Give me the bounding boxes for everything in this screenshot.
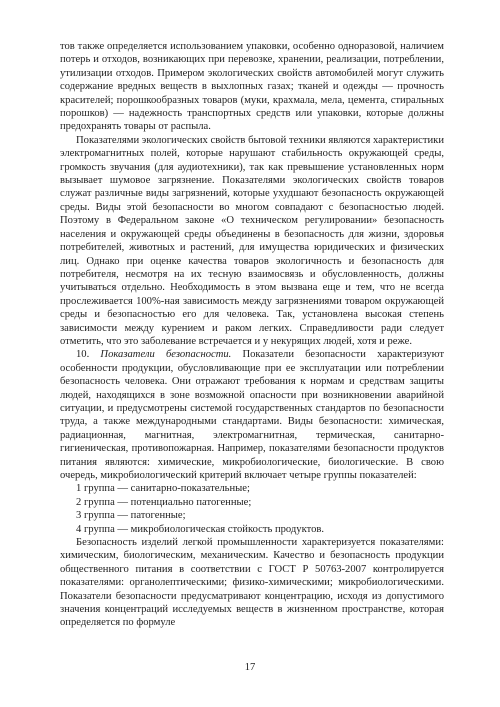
section-number: 10. <box>76 349 90 361</box>
paragraph-ecological-properties: Показателями экологических свойств бытовой техники являются характеристики электромагнитных полей, которые нарушают стабильность окружающей среды, громкость звучания (для аудиотехники), так как превышение установленных норм вызывает шумовое загрязнение. Показателями экологических свойств товаров служат различные виды загрязнений, которые ухудшают безопасность окружающей среды. Виды этой безопасности во многом совпадают с безопасностью людей. Поэтому в Федеральном законе «О техническом регулировании» безопасность населения и окружающей среды объединены в безопасность для жизни, здоровья потребителей, животных и растений, для имущества юридических и физических лиц. Однако при оценке качества товаров экологичность и безопасность для потребителя, несмотря на их тесную взаимосвязь и обусловленность, должны учитываться отдельно. Необходимость в этом вызвана еще и тем, что не всегда прослеживается 100%-ная зависимость между загрязнениями товаром окружающей среды и безопасностью его для человека. Так, установлена высокая степень зависимости между курением и раком легких. Справедливости ради следует отметить, что это заболевание встречается и у некурящих людей, хотя и реже. <box>60 134 444 347</box>
list-item: 2 группа — потенциально патогенные; <box>76 496 252 508</box>
page-number: 17 <box>244 662 256 673</box>
paragraph-safety-indicators <box>60 348 444 482</box>
paragraph-continuation: тов также определяется использованием упаковки, особенно одноразовой, наличием потерь и отходов, возникающих при перевозке, хранении, реализации, потреблении, утилизации отходов. Примером экологических свойств автомобилей могут служить содержание вредных веществ в выхлопных газах; тканей и одежды — прочность красителей; порошкообразных товаров (муки, крахмала, мела, цемента, стиральных порошков) — надежность транспортных средств или упаковки, которые должны предохранять товары от распыла. <box>60 41 444 133</box>
indicator-groups-list <box>60 482 444 536</box>
list-item: 4 группа — микробиологическая стойкость продуктов. <box>76 523 325 535</box>
list-item: 1 группа — санитарно-показательные; <box>76 483 250 495</box>
list-item: 3 группа — патогенные; <box>76 510 186 522</box>
paragraph-light-industry: Безопасность изделий легкой промышленности характеризуется показателями: химическим, биологическим, механическим. Качество и безопасность продукции общественного питания в соответствии с ГОСТ Р 50763-2007 контролируется показателями: органолептическими; физико-химическими; микробиологическими. Показатели безопасности предусматривают концентрацию, исходя из допустимого значения концентраций исследуемых веществ в жизненном пространстве, которая определяется по формуле <box>60 537 444 629</box>
section-title: Показатели безопасности. <box>100 349 232 361</box>
section-text: Показатели безопасности характеризуют особенности продукции, обусловливающие при ее эксплуатации или потреблении безопасность человека. Они отражают требования к нормам и средствам защиты людей, находящихся в зоне возможной опасности при возникновении аварийной ситуации, и предусмотрены системой государственных стандартов по безопасности труда, а также международными стандартами. Виды безопасности: химическая, радиационная, магнитная, электромагнитная, термическая, санитарно-гигиеническая, противопожарная. Например, показателями безопасности продуктов питания являются: химические, микробиологические, биологические. В свою очередь, микробиологический критерий включает четыре группы показателей: <box>60 349 444 481</box>
